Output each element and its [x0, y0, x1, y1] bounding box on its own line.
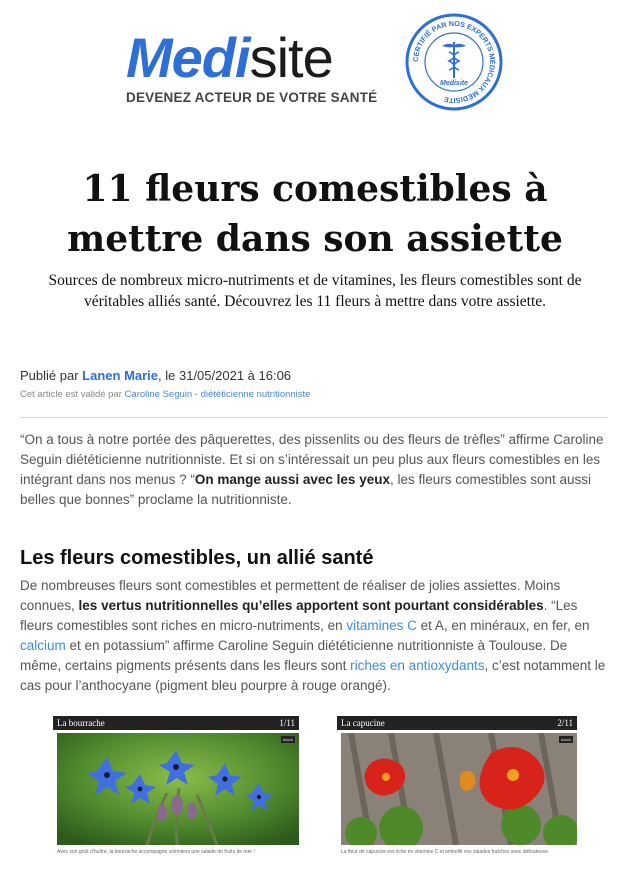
slide-caption: La fleur de capucine est riche en vitamine C et embellit vos salades fraîches avec délicatesse. [341, 849, 550, 855]
slide-header [337, 716, 577, 730]
slide-header [53, 716, 299, 730]
certification-seal-icon [404, 12, 504, 112]
p1-text-2: , les fleurs comestibles sont aussi belles que bonnes” proclame la nutritionniste. [20, 472, 592, 507]
byline-prefix: Publié par [20, 368, 79, 383]
slide-counter: 1/11 [279, 718, 295, 728]
validation-note [20, 389, 310, 400]
logo-site: site [249, 26, 333, 89]
slide-caption: Avec son goût d’huître, la bourrache accompagne volontiers une salade de fruits de mer ! [57, 849, 255, 855]
p2-text-2: . “Les fleurs comestibles sont riches en micro-nutriments, en [20, 598, 578, 633]
nasturtium-photo[interactable] [341, 733, 577, 845]
article-title: 11 fleurs comestibles à mettre dans son assiette [67, 168, 563, 261]
author-link[interactable]: Lanen Marie [82, 368, 159, 383]
slide-counter: 2/11 [557, 718, 573, 728]
byline [20, 368, 291, 383]
site-logo[interactable] [126, 26, 386, 105]
tagline: DEVENEZ ACTEUR DE VOTRE SANTÉ [126, 90, 378, 105]
paragraph-quote [20, 430, 610, 510]
p2-bold: les vertus nutritionnelles qu’elles apportent sont pourtant considérables [78, 598, 544, 613]
borage-photo[interactable] [57, 733, 299, 845]
p2-text-4: et en potassium” affirme Caroline Seguin diététicienne nutritionniste à Toulouse. De même, certains pigments présents dans les fleurs sont [20, 638, 568, 673]
expert-link[interactable]: Caroline Seguin - diététicienne nutritionniste [124, 389, 311, 400]
logo-medi: Medi [126, 26, 250, 89]
slide-card[interactable] [53, 716, 299, 856]
p2-text-5: , c’est notamment le cas pour l’anthocyane (pigment bleu pourpre à rouge orangé). [20, 658, 606, 693]
site-header [0, 8, 630, 108]
link-vitamines-c[interactable]: vitamines C [346, 618, 417, 633]
link-calcium[interactable]: calcium [20, 638, 66, 653]
seal-center-text: Medisite [439, 80, 469, 87]
link-antioxydants[interactable]: riches en antioxydants [350, 658, 485, 673]
seal-ring-text: CERTIFIÉ PAR NOS EXPERTS MÉDICAUX MÉDISITE [410, 18, 498, 106]
photo-credit-badge: istock [282, 737, 293, 742]
publish-date: , le 31/05/2021 à 16:06 [158, 368, 292, 383]
p2-text-1: De nombreuses fleurs sont comestibles et permettent de réaliser de jolies assiettes. Moins connues, [20, 578, 561, 613]
slide-card[interactable] [337, 716, 577, 856]
slide-title: La bourrache [57, 718, 105, 728]
divider [20, 417, 608, 418]
slide-title: La capucine [341, 718, 385, 728]
validated-prefix: Cet article est validé par [20, 389, 122, 400]
p2-text-3: et A, en minéraux, en fer, en [416, 618, 590, 633]
p1-text-1: “On a tous à notre portée des pâquerettes, des pissenlits ou des fleurs de trèfles” affirme Caroline Seguin diététicienne nutritionniste. Et si on s’intéressait un peu plus aux fleurs comestibles en les intégrant dans nos menus ? “ [20, 432, 604, 487]
paragraph-nutrition [20, 576, 610, 696]
section-heading: Les fleurs comestibles, un allié santé [20, 546, 374, 569]
p1-bold: On mange aussi avec les yeux [194, 472, 390, 487]
article-intro: Sources de nombreux micro-nutriments et de vitamines, les fleurs comestibles sont de véritables alliés santé. Découvrez les 11 fleurs à mettre dans votre assiette. [48, 272, 582, 310]
photo-credit-badge: istock [560, 737, 571, 742]
